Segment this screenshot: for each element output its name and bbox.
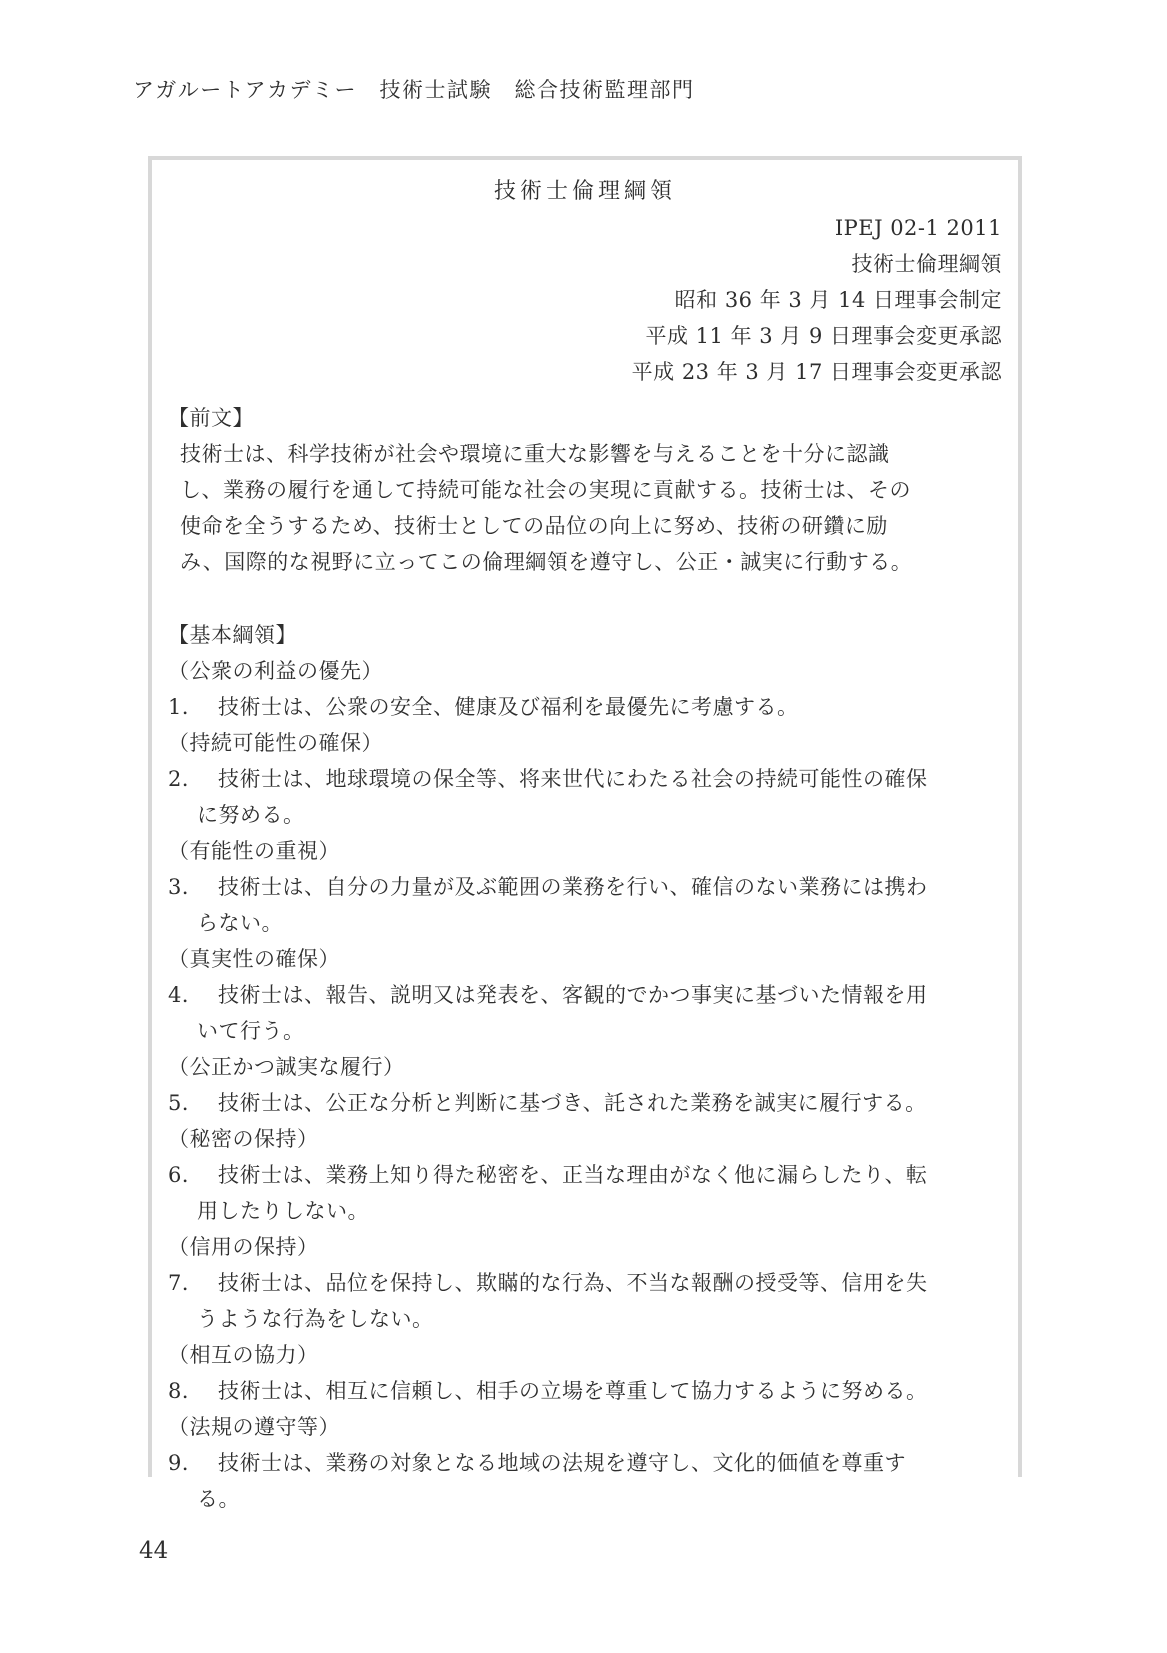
document-frame: [148, 156, 1022, 1511]
principles-heading: 【基本綱領】: [168, 623, 297, 647]
principle-item: [168, 1085, 946, 1121]
meta-line-title: 技術士倫理綱領: [851, 252, 1002, 276]
principle-item: [168, 1157, 946, 1229]
principle-text: 技術士は、自分の力量が及ぶ範囲の業務を行い、確信のない業務には携わらない。: [197, 875, 928, 935]
principle-category-label: （真実性の確保）: [168, 947, 340, 971]
principle-category-label: （信用の保持）: [168, 1235, 319, 1259]
principle-text: 技術士は、公衆の安全、健康及び福利を最優先に考慮する。: [218, 695, 799, 719]
document-title: 技術士倫理綱領: [493, 179, 676, 204]
principle-category-label: （秘密の保持）: [168, 1127, 319, 1151]
document-content: [152, 160, 1018, 1517]
principle-text: 技術士は、地球環境の保全等、将来世代にわたる社会の持続可能性の確保に努める。: [197, 767, 928, 827]
meta-line-revision-2011: 平成 23 年 3 月 17 日理事会変更承認: [631, 360, 1002, 384]
principle-item: [168, 1445, 946, 1517]
principle-item: [168, 761, 946, 833]
principle-number: 3．: [168, 875, 204, 899]
principle-item: [168, 869, 946, 941]
principle-number: 6．: [168, 1163, 204, 1187]
meta-line-established: 昭和 36 年 3 月 14 日理事会制定: [674, 288, 1002, 312]
meta-line-ipej: IPEJ 02-1 2011: [834, 216, 1002, 240]
principle-text: 技術士は、相互に信頼し、相手の立場を尊重して協力するように努める。: [218, 1379, 928, 1403]
principle-text: 技術士は、業務の対象となる地域の法規を遵守し、文化的価値を尊重する。: [197, 1451, 906, 1511]
page-number: 44: [139, 1538, 169, 1564]
principle-text: 技術士は、報告、説明又は発表を、客観的でかつ事実に基づいた情報を用いて行う。: [197, 983, 928, 1043]
preamble-heading: 【前文】: [168, 406, 254, 430]
principle-text: 技術士は、公正な分析と判断に基づき、託された業務を誠実に履行する。: [218, 1091, 927, 1115]
principle-category-label: （公衆の利益の優先）: [168, 659, 383, 683]
principle-category-label: （法規の遵守等）: [168, 1415, 340, 1439]
page-header-text: アガルートアカデミー 技術士試験 総合技術監理部門: [133, 78, 695, 102]
principle-number: 4．: [168, 983, 204, 1007]
principle-number: 1．: [168, 695, 204, 719]
principle-item: [168, 977, 946, 1049]
principle-item: [168, 1265, 946, 1337]
principle-number: 7．: [168, 1271, 204, 1295]
principle-category-label: （相互の協力）: [168, 1343, 319, 1367]
principle-item: [168, 689, 946, 725]
principle-category-label: （持続可能性の確保）: [168, 731, 383, 755]
principle-category-label: （公正かつ誠実な履行）: [168, 1055, 405, 1079]
principle-number: 8．: [168, 1379, 204, 1403]
principle-item: [168, 1373, 946, 1409]
principle-text: 技術士は、業務上知り得た秘密を、正当な理由がなく他に漏らしたり、転用したりしない。: [197, 1163, 928, 1223]
meta-line-revision-1999: 平成 11 年 3 月 9 日理事会変更承認: [645, 324, 1002, 348]
principle-number: 2．: [168, 767, 204, 791]
principle-text: 技術士は、品位を保持し、欺瞞的な行為、不当な報酬の授受等、信用を失うような行為をしない。: [197, 1271, 928, 1331]
principle-category-label: （有能性の重視）: [168, 839, 340, 863]
principle-number: 5．: [168, 1091, 204, 1115]
principle-number: 9．: [168, 1451, 204, 1475]
preamble-text: 技術士は、科学技術が社会や環境に重大な影響を与えることを十分に認識し、業務の履行を通して持続可能な社会の実現に貢献する。技術士は、その使命を全うするため、技術士としての品位の向上に努め、技術の研鑽に励み、国際的な視野に立ってこの倫理綱領を遵守し、公正・誠実に行動する。: [180, 442, 913, 574]
